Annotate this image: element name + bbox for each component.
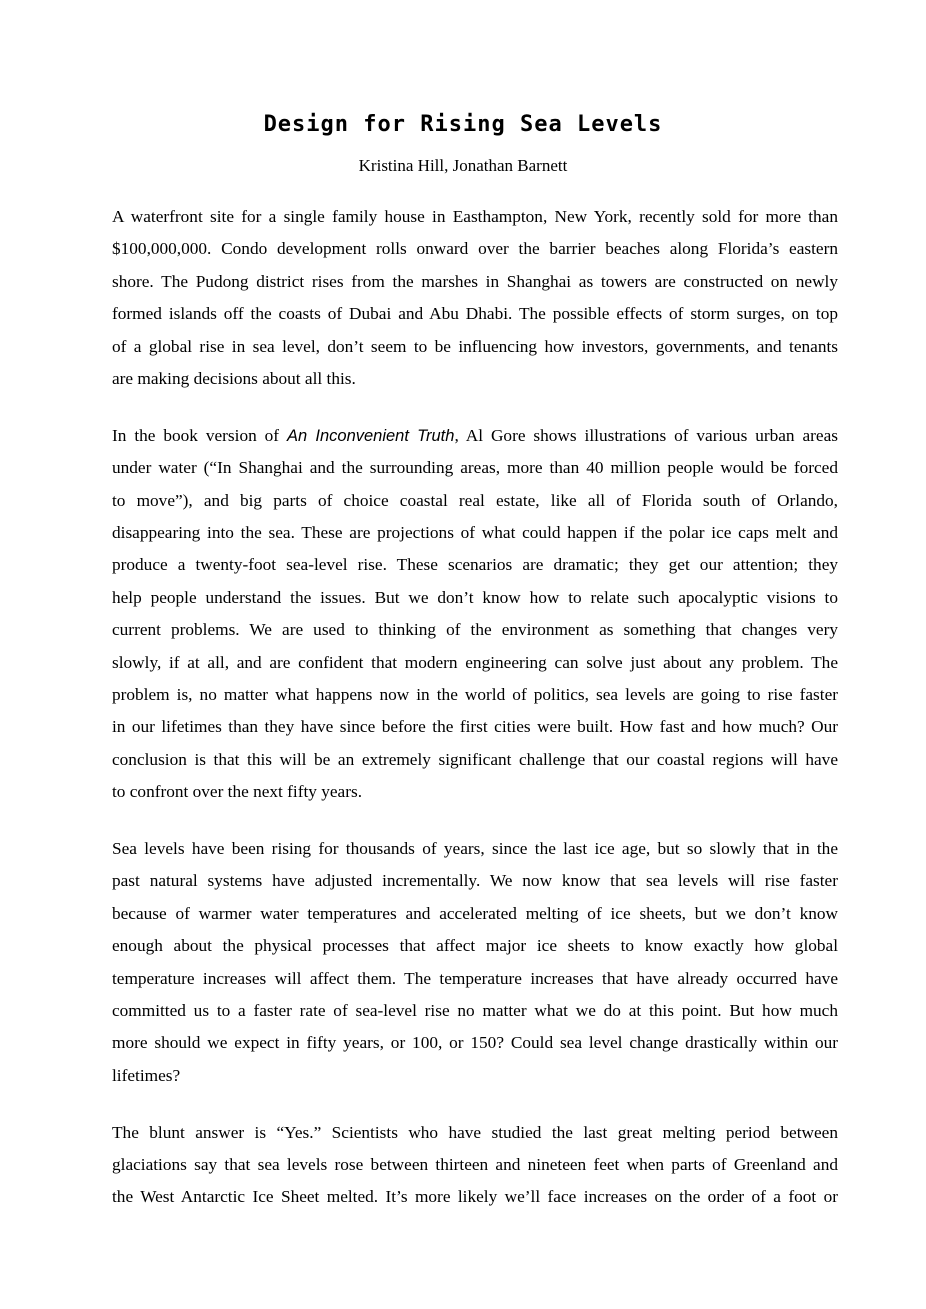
paragraph-line: to confront over the next fifty years.: [112, 782, 363, 802]
paragraph-line: glaciations say that sea levels rose between thirteen and nineteen feet when parts of Greenland and: [112, 1155, 838, 1175]
paragraph-line: under water (“In Shanghai and the surrounding areas, more than 40 million people would be forced: [112, 458, 838, 478]
paragraph-line: $100,000,000. Condo development rolls onward over the barrier beaches along Florida’s eastern: [112, 239, 838, 259]
paragraph-line: enough about the physical processes that affect major ice sheets to know exactly how global: [112, 936, 838, 956]
paragraph-2: [112, 424, 838, 813]
paragraph-line: to move”), and big parts of choice coastal real estate, like all of Florida south of Orlando,: [112, 490, 838, 510]
paragraph-3: [112, 837, 838, 1096]
paragraph-line: Sea levels have been rising for thousands of years, since the last ice age, but so slowly that in the: [112, 839, 838, 859]
text: , Al Gore shows illustrations of various urban areas: [454, 425, 838, 445]
book-title: An Inconvenient Truth: [287, 426, 455, 445]
paragraph-line: of a global rise in sea level, don’t seem to be influencing how investors, governments, and tenants: [112, 336, 838, 356]
paragraph-line: the West Antarctic Ice Sheet melted. It’s more likely we’ll face increases on the order of a foot or: [112, 1187, 838, 1207]
paragraph-line: formed islands off the coasts of Dubai and Abu Dhabi. The possible effects of storm surges, on top: [112, 304, 838, 324]
paragraph-line: produce a twenty-foot sea-level rise. These scenarios are dramatic; they get our attention; they: [112, 555, 838, 575]
document-authors: Kristina Hill, Jonathan Barnett: [358, 156, 568, 175]
paragraph-line: because of warmer water temperatures and accelerated melting of ice sheets, but we don’t know: [112, 903, 838, 923]
paragraph-line: in our lifetimes than they have since before the first cities were built. How fast and how much? Our: [112, 717, 838, 737]
paragraph-line: conclusion is that this will be an extremely significant challenge that our coastal regions will have: [112, 749, 838, 769]
paragraph-line: [112, 424, 838, 456]
paragraph-line: A waterfront site for a single family house in Easthampton, New York, recently sold for more than: [112, 207, 838, 226]
paragraph-line: more should we expect in fifty years, or 100, or 150? Could sea level change drastically within our: [112, 1033, 838, 1053]
document-title: Design for Rising Sea Levels: [263, 112, 663, 137]
paragraph-line: slowly, if at all, and are confident that modern engineering can solve just about any problem. The: [112, 652, 838, 672]
paragraph-line: The blunt answer is “Yes.” Scientists who have studied the last great melting period between: [112, 1122, 838, 1142]
paragraph-line: past natural systems have adjusted incrementally. We now know that sea levels will rise faster: [112, 871, 838, 891]
paragraph-line: committed us to a faster rate of sea-level rise no matter what we do at this point. But how much: [112, 1000, 838, 1020]
paragraph-line: temperature increases will affect them. The temperature increases that have already occurred have: [112, 968, 838, 988]
paragraph-line: help people understand the issues. But we don’t know how to relate such apocalyptic visions to: [112, 587, 838, 607]
paragraph-line: are making decisions about all this.: [112, 368, 356, 388]
paragraph-line: disappearing into the sea. These are projections of what could happen if the polar ice caps melt and: [112, 523, 838, 543]
document-body: [112, 205, 838, 1242]
text: In the book version of: [112, 425, 287, 445]
paragraph-line: problem is, no matter what happens now in the world of politics, sea levels are going to rise faster: [112, 684, 838, 704]
paragraph-1: [112, 205, 838, 399]
paragraph-4: [112, 1121, 838, 1218]
paragraph-line: shore. The Pudong district rises from the marshes in Shanghai as towers are constructed on newly: [112, 271, 838, 291]
paragraph-line: current problems. We are used to thinking of the environment as something that changes very: [112, 620, 838, 640]
paragraph-line: lifetimes?: [112, 1065, 181, 1085]
